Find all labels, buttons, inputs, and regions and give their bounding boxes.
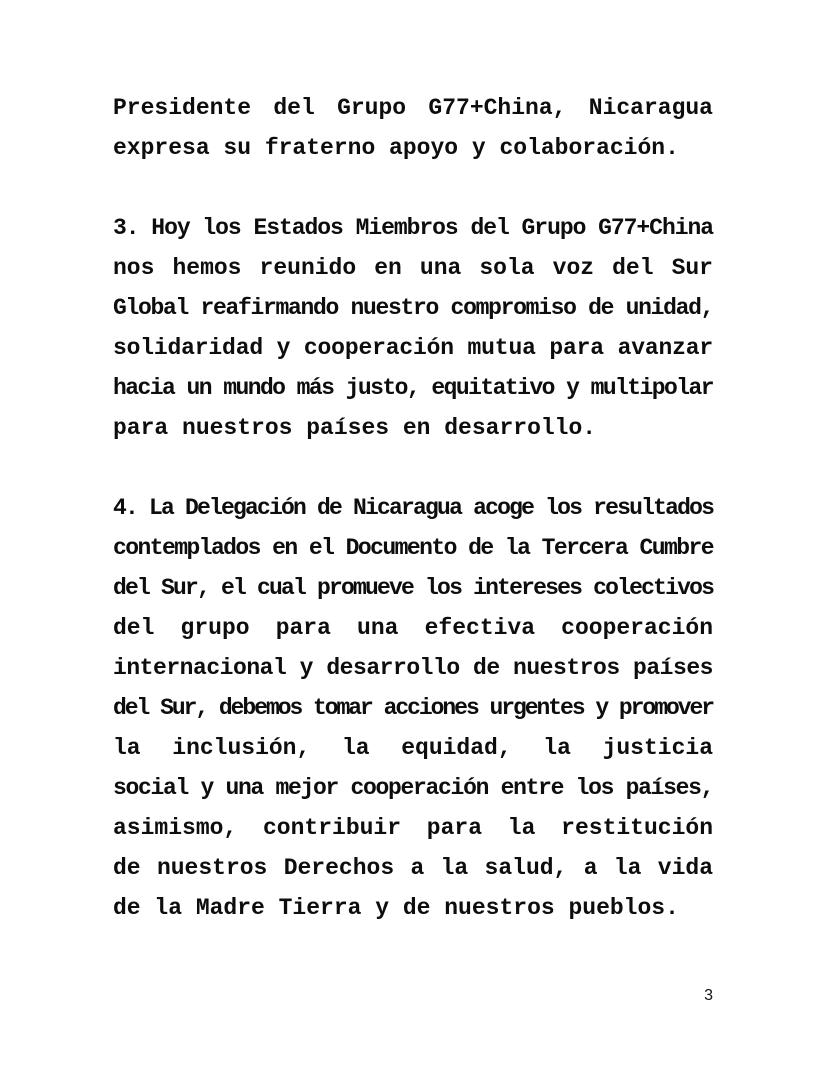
text-line: 4. La Delegación de Nicaragua acoge los resultados <box>113 495 714 521</box>
text-line: Global reafirmando nuestro compromiso de unidad, <box>113 295 714 321</box>
text-line: solidaridad y cooperación mutua para avanzar <box>113 335 713 361</box>
text-line: expresa su fraterno apoyo y colaboración. <box>113 135 679 161</box>
text-line: hacia un mundo más justo, equitativo y multipolar <box>113 375 713 401</box>
text-line: para nuestros países en desarrollo. <box>113 415 597 441</box>
text-line: del Sur, debemos tomar acciones urgentes y promover <box>113 695 713 721</box>
text-line: nos hemos reunido en una sola voz del Sur <box>113 255 713 281</box>
text-line: de la Madre Tierra y de nuestros pueblos. <box>113 895 679 921</box>
text-line: del Sur, el cual promueve los intereses colectivos <box>113 575 714 601</box>
text-line: Presidente del Grupo G77+China, Nicaragua <box>113 95 713 121</box>
document-body <box>113 88 713 928</box>
text-line: de nuestros Derechos a la salud, a la vida <box>113 855 713 881</box>
paragraph-item-4 <box>113 488 713 928</box>
text-line: 3. Hoy los Estados Miembros del Grupo G77+China <box>113 215 713 241</box>
text-line: la inclusión, la equidad, la justicia <box>113 735 713 761</box>
paragraph-item-3 <box>113 208 713 448</box>
text-line: internacional y desarrollo de nuestros países <box>113 655 713 681</box>
text-line: del grupo para una efectiva cooperación <box>113 615 713 641</box>
paragraph-intro-continuation <box>113 88 713 168</box>
text-line: contemplados en el Documento de la Tercera Cumbre <box>113 535 713 561</box>
page-number: 3 <box>704 987 713 1004</box>
text-line: social y una mejor cooperación entre los países, <box>113 775 714 801</box>
text-line: asimismo, contribuir para la restitución <box>113 815 713 841</box>
